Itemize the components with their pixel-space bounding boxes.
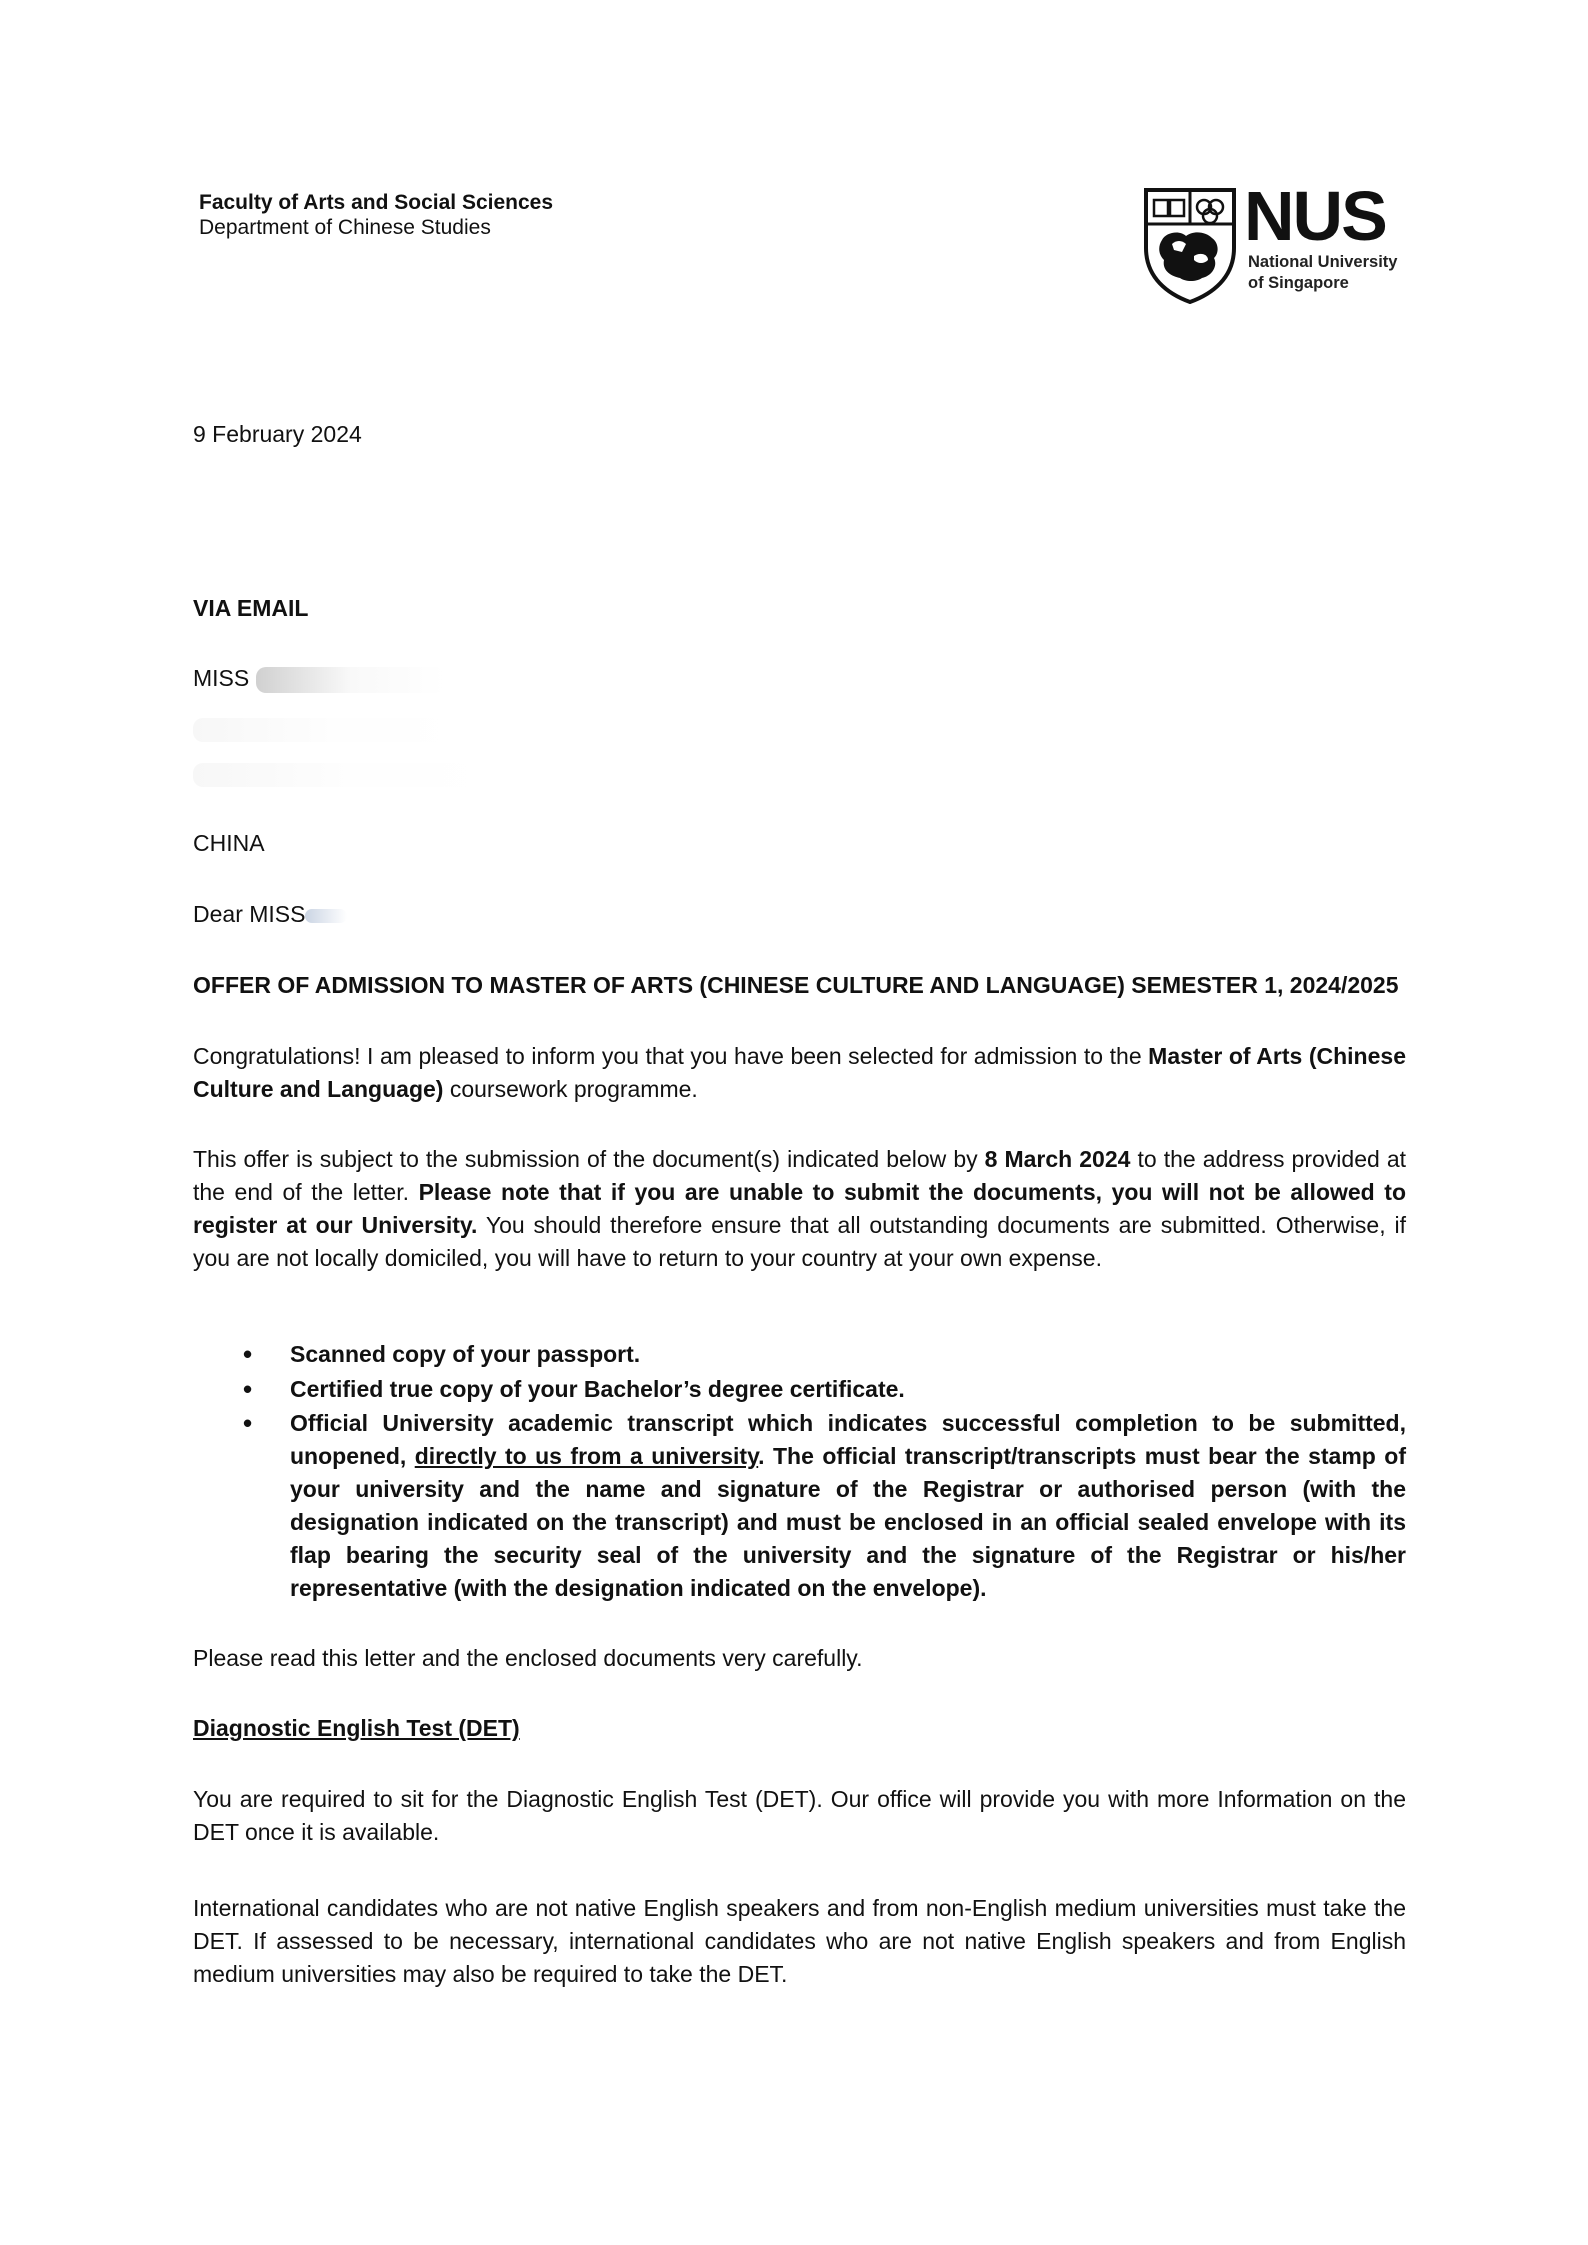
doc3-text-a: Official University academic transcript which indicates successful completion to be submitted, unopened, (290, 1410, 1406, 1469)
required-documents-list (193, 1338, 1406, 1607)
redacted-address-line-1 (193, 718, 463, 742)
redacted-address-line-2 (193, 763, 493, 787)
logo-subtitle-line-2: of Singapore (1248, 274, 1349, 292)
paragraph-congratulations (193, 1040, 1406, 1106)
salutation (193, 898, 1406, 931)
department-name: Department of Chinese Studies (199, 216, 491, 239)
faculty-name: Faculty of Arts and Social Sciences (199, 191, 554, 214)
nus-crest-icon (1142, 186, 1238, 304)
list-item: • Certified true copy of your Bachelor’s degree certificate. (290, 1373, 1406, 1406)
recipient-country: CHINA (193, 830, 265, 856)
p2-text-c: to the address provided at the end of the letter. (193, 1146, 1407, 1205)
nus-logo (1142, 177, 1402, 304)
redacted-name (256, 667, 446, 693)
paragraph-read-carefully: Please read this letter and the enclosed documents very carefully. (193, 1645, 863, 1671)
p2-deadline: 8 March 2024 (984, 1146, 1131, 1172)
p1-text-c: coursework programme. (443, 1076, 698, 1102)
salutation-text: Dear MISS (193, 901, 306, 927)
det-heading: Diagnostic English Test (DET) (193, 1715, 520, 1741)
faculty-header (199, 190, 553, 240)
letter-subject: OFFER OF ADMISSION TO MASTER OF ARTS (CHINESE CULTURE AND LANGUAGE) SEMESTER 1, 2024/2025 (193, 972, 1399, 998)
logo-subtitle-line-1: National University (1248, 253, 1398, 271)
paragraph-conditions (193, 1143, 1406, 1275)
paragraph-det-international: International candidates who are not native English speakers and from non-English medium universities must take the DET. If assessed to be necessary, international candidates who are not native English speakers and from English medium universities may also be required to take the DET. (193, 1895, 1406, 1987)
p1-programme-name: Master of Arts (Chinese Culture and Language) (193, 1043, 1406, 1102)
list-item: • Scanned copy of your passport. (290, 1338, 1406, 1371)
doc3-text-c: . The official transcript/transcripts must bear the stamp of your university and the name and signature of the Registrar or authorised person (with the designation indicated on the transcript) and must be enclosed in an official sealed envelope with its flap bearing the security seal of the university and the signature of the Registrar or his/her representative (with the designation indicated on the envelope). (290, 1443, 1406, 1601)
doc3-underlined: directly to us from a university (414, 1443, 759, 1469)
letter-date: 9 February 2024 (193, 421, 362, 447)
recipient-title: MISS (193, 665, 250, 691)
redacted-salutation-name (305, 909, 347, 923)
list-item (290, 1407, 1406, 1605)
p2-warning: Please note that if you are unable to submit the documents, you will not be allowed to register at our University. (193, 1179, 1406, 1238)
p1-text-a: Congratulations! I am pleased to inform you that you have been selected for admission to the (193, 1043, 1149, 1069)
logo-subtitle (1248, 252, 1397, 294)
recipient-name (193, 662, 1406, 695)
p2-text-a: This offer is subject to the submission of the document(s) indicated below by (193, 1146, 985, 1172)
paragraph-det-required: You are required to sit for the Diagnostic English Test (DET). Our office will provide you with more Information on the DET once it is available. (193, 1786, 1406, 1845)
via-email: VIA EMAIL (193, 595, 309, 621)
redacted-address (193, 712, 1406, 787)
p2-text-e: You should therefore ensure that all outstanding documents are submitted. Otherwise, if you are not locally domiciled, you will have to return to your country at your own expense. (193, 1212, 1406, 1271)
logo-wordmark: NUS (1244, 177, 1386, 255)
